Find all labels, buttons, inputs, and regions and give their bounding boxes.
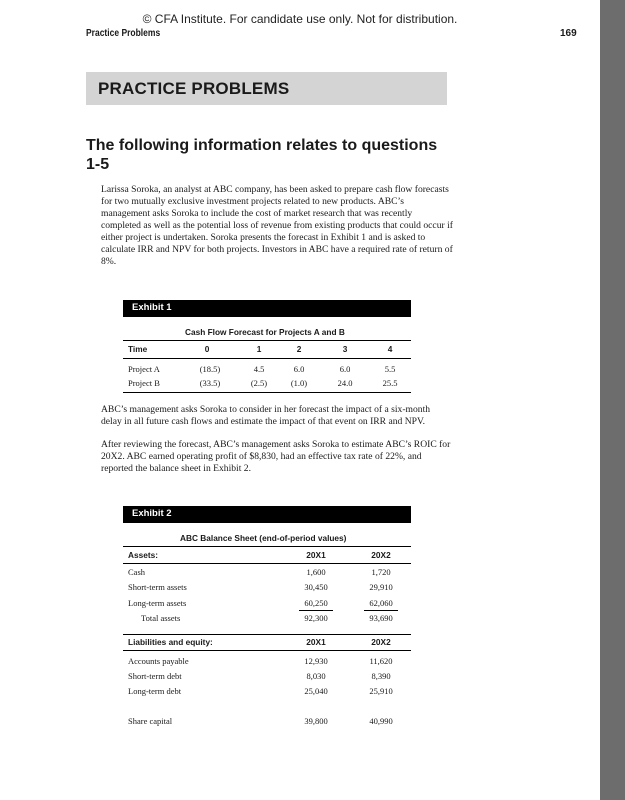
exhibit1-row-b-t3: 24.0 — [337, 378, 353, 388]
section-banner — [86, 72, 447, 105]
exhibit1-row-b-t4: 25.5 — [382, 378, 398, 388]
page-number: 169 — [560, 28, 577, 39]
exhibit1-row-b-label: Project B — [128, 378, 160, 388]
liab-row-std-20x1: 8,030 — [306, 671, 326, 681]
exhibit2-title: ABC Balance Sheet (end-of-period values) — [180, 533, 347, 543]
share-capital-20x1: 39,800 — [304, 716, 328, 726]
exhibit1-row-a-t0: (18.5) — [199, 364, 221, 374]
assets-row-st-20x1: 30,450 — [304, 582, 328, 592]
running-head: Practice Problems — [86, 28, 161, 39]
liab-row-ap-20x1: 12,930 — [304, 656, 328, 666]
exhibit1-top-rule — [123, 340, 411, 341]
total-assets-20x1: 92,300 — [304, 613, 328, 623]
exhibit2-label-bar — [123, 506, 411, 523]
exhibit1-label-bar — [123, 300, 411, 317]
liab-row-ltd-label: Long-term debt — [128, 686, 182, 696]
section-title: PRACTICE PROBLEMS — [98, 79, 290, 98]
liab-header-label: Liabilities and equity: — [128, 637, 213, 647]
assets-row-st-20x2: 29,910 — [369, 582, 393, 592]
total-assets-label: Total assets — [141, 613, 181, 623]
assets-subtotal-rule-20x1 — [299, 610, 333, 611]
liab-row-ap-label: Accounts payable — [128, 656, 189, 666]
liab-header-20x2: 20X2 — [371, 637, 391, 647]
exhibit1-header-time: Time — [128, 344, 148, 354]
exhibit1-row-b-t0: (33.5) — [199, 378, 221, 388]
exhibit1-title: Cash Flow Forecast for Projects A and B — [185, 327, 345, 337]
assets-row-lt-20x1: 60,250 — [304, 598, 328, 608]
assets-header-label: Assets: — [128, 550, 158, 560]
exhibit1-label: Exhibit 1 — [132, 302, 172, 313]
exhibit1-header-rule — [123, 358, 411, 359]
exhibit1-header-t0: 0 — [204, 344, 210, 354]
assets-header-rule — [123, 563, 411, 564]
exhibit1-row-a-t4: 5.5 — [384, 364, 396, 374]
total-assets-20x2: 93,690 — [369, 613, 393, 623]
exhibit1-row-b-t2: (1.0) — [290, 378, 308, 388]
exhibit1-header-t3: 3 — [342, 344, 348, 354]
exhibit1-header-t1: 1 — [256, 344, 262, 354]
liab-row-ap-20x2: 11,620 — [369, 656, 393, 666]
exhibit1-row-a-t1: 4.5 — [253, 364, 265, 374]
liab-row-std-20x2: 8,390 — [371, 671, 391, 681]
paragraph-delay: ABC’s management asks Soroka to consider in her forecast the impact of a six-month delay in all future cash flows and estimate the impact of that event on IRR and NPV. — [101, 404, 431, 427]
assets-row-cash-20x1: 1,600 — [306, 567, 326, 577]
liab-header-20x1: 20X1 — [306, 637, 326, 647]
right-edge-bar — [600, 0, 625, 800]
assets-header-20x2: 20X2 — [371, 550, 391, 560]
liab-row-std-label: Short-term debt — [128, 671, 182, 681]
exhibit2-top-rule — [123, 546, 411, 547]
exhibit2-label: Exhibit 2 — [132, 508, 172, 519]
exhibit1-bottom-rule — [123, 392, 411, 393]
assets-header-20x1: 20X1 — [306, 550, 326, 560]
liab-row-ltd-20x1: 25,040 — [304, 686, 328, 696]
liab-top-rule — [123, 634, 411, 635]
exhibit1-row-a-t2: 6.0 — [293, 364, 305, 374]
assets-subtotal-rule-20x2 — [364, 610, 398, 611]
assets-row-st-label: Short-term assets — [128, 582, 187, 592]
share-capital-label: Share capital — [128, 716, 173, 726]
copyright-watermark: © CFA Institute. For candidate use only. Not for distribution. — [142, 12, 458, 26]
liab-row-ltd-20x2: 25,910 — [369, 686, 393, 696]
share-capital-20x2: 40,990 — [369, 716, 393, 726]
exhibit1-row-a-t3: 6.0 — [339, 364, 351, 374]
exhibit1-row-b-t1: (2.5) — [250, 378, 268, 388]
assets-row-lt-label: Long-term assets — [128, 598, 187, 608]
assets-row-lt-20x2: 62,060 — [369, 598, 393, 608]
exhibit1-header-t4: 4 — [387, 344, 393, 354]
assets-row-cash-20x2: 1,720 — [371, 567, 391, 577]
question-heading: The following information relates to questions 1-5 — [86, 137, 438, 173]
exhibit1-header-t2: 2 — [296, 344, 302, 354]
intro-paragraph: Larissa Soroka, an analyst at ABC company, has been asked to prepare cash flow forecasts for two mutually exclusive investment projects related to new products. ABC’s management asks Soroka to include the cost of market research that was recently completed as well as the potential loss of revenue from existing products that could occur if either project is undertaken. Soroka presents the forecast in Exhibit 1 and is asked to calculate IRR and NPV for both projects. Investors in ABC have a required rate of return of 8%. — [101, 184, 453, 267]
exhibit1-row-a-label: Project A — [128, 364, 160, 374]
liab-header-rule — [123, 650, 411, 651]
assets-row-cash-label: Cash — [128, 567, 145, 577]
paragraph-roic: After reviewing the forecast, ABC’s management asks Soroka to estimate ABC’s ROIC for 20X2. ABC earned operating profit of $8,830, had an effective tax rate of 22%, and reported the balance sheet in Exhibit 2. — [101, 439, 451, 474]
